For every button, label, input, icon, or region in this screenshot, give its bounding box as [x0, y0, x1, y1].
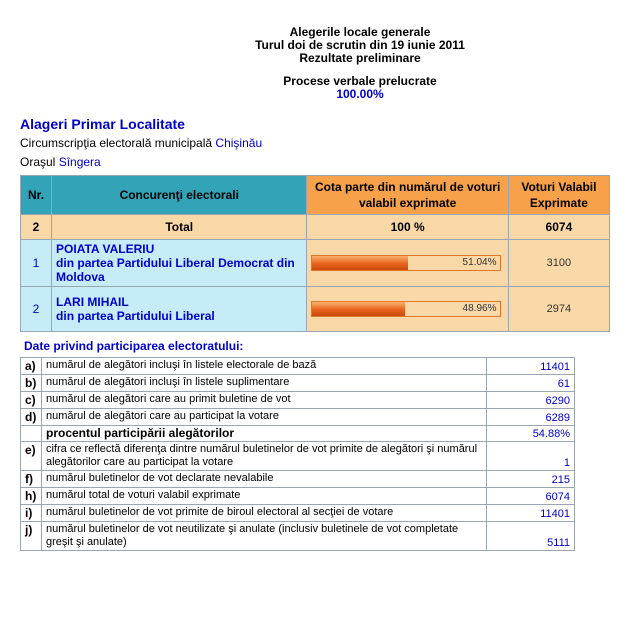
participation-key: i): [21, 505, 42, 522]
participation-label: numărul de alegători care au primit buletine de vot: [41, 392, 486, 409]
participation-table: [20, 357, 575, 551]
participation-value: 6290: [486, 392, 575, 409]
header-line-4: Procese verbale prelucrate: [283, 74, 437, 88]
total-votes: 6074: [508, 215, 609, 240]
total-nr: 2: [21, 215, 52, 240]
results-table: [20, 175, 610, 332]
participation-value: 11401: [486, 358, 575, 375]
total-row: [21, 215, 610, 240]
candidate-cell: [52, 287, 307, 332]
participation-key: d): [21, 409, 42, 426]
header-voturi: Voturi Valabil Exprimate: [508, 176, 609, 215]
participation-key: h): [21, 488, 42, 505]
participation-label: numărul buletinelor de vot neutilizate şi anulate (inclusiv buletinele de vot completate greşit şi anulate): [41, 522, 486, 551]
participation-row: [21, 442, 575, 471]
participation-label: numărul buletinelor de vot primite de biroul electoral al secţiei de votare: [41, 505, 486, 522]
town: [20, 155, 101, 169]
participation-value: 1: [486, 442, 575, 471]
participation-value: 54.88%: [486, 426, 575, 442]
share-bar: [311, 301, 501, 317]
header-concurenti: Concurenţi electorali: [52, 176, 307, 215]
share-bar-fill: [312, 302, 404, 316]
participation-row: [21, 426, 575, 442]
section-title: Alageri Primar Localitate: [20, 116, 185, 132]
share-bar-label: 48.96%: [462, 303, 497, 314]
header-line-3: Rezultate preliminare: [299, 51, 421, 65]
candidate-party: din partea Partidului Liberal: [56, 309, 215, 323]
candidate-row: [21, 287, 610, 332]
candidate-share-cell: [307, 240, 508, 287]
total-label: Total: [52, 215, 307, 240]
candidate-party: din partea Partidului Liberal Democrat din Moldova: [56, 256, 295, 284]
report-header: [0, 26, 640, 101]
participation-label: numărul de alegători care au participat la votare: [41, 409, 486, 426]
candidate-nr: 2: [21, 287, 52, 332]
participation-key: [21, 426, 42, 442]
results-header-row: [21, 176, 610, 215]
participation-value: 6074: [486, 488, 575, 505]
header-line-1: Alegerile locale generale: [289, 25, 431, 39]
share-bar-fill: [312, 256, 408, 270]
processed-percent: 100.00%: [336, 87, 384, 101]
candidate-nr: 1: [21, 240, 52, 287]
participation-row: [21, 522, 575, 551]
total-percent: 100 %: [307, 215, 508, 240]
header-line-2: Turul doi de scrutin din 19 iunie 2011: [255, 38, 465, 52]
participation-row: [21, 375, 575, 392]
candidate-row: [21, 240, 610, 287]
participation-row: [21, 471, 575, 488]
participation-label: numărul total de voturi valabil exprimate: [41, 488, 486, 505]
share-bar-label: 51.04%: [462, 257, 497, 268]
share-bar: [311, 255, 501, 271]
participation-value: 215: [486, 471, 575, 488]
participation-label: numărul buletinelor de vot declarate nevalabile: [41, 471, 486, 488]
circumscription-link[interactable]: Chişinău: [215, 136, 263, 150]
participation-row: [21, 409, 575, 426]
participation-label: cifra ce reflectă diferenţa dintre numărul buletinelor de vot primite de alegători şi numărul alegătorilor care au participat la votare: [41, 442, 486, 471]
header-nr: Nr.: [21, 176, 52, 215]
participation-row: [21, 392, 575, 409]
participation-key: a): [21, 358, 42, 375]
candidate-votes: 2974: [508, 287, 609, 332]
participation-key: c): [21, 392, 42, 409]
candidate-votes: 3100: [508, 240, 609, 287]
header-cota: Cota parte din numărul de voturi valabil exprimate: [307, 176, 508, 215]
participation-label: numărul de alegători incluşi în listele suplimentare: [41, 375, 486, 392]
circumscription: [20, 136, 262, 150]
participation-value: 61: [486, 375, 575, 392]
participation-key: b): [21, 375, 42, 392]
participation-label: numărul de alegători incluşi în listele electorale de bază: [41, 358, 486, 375]
circumscription-label: Circumscripţia electorală municipală: [20, 136, 213, 150]
participation-value: 11401: [486, 505, 575, 522]
town-link[interactable]: Sîngera: [58, 155, 101, 169]
candidate-cell: [52, 240, 307, 287]
participation-label: procentul participării alegătorilor: [41, 426, 486, 442]
participation-key: f): [21, 471, 42, 488]
participation-value: 5111: [486, 522, 575, 551]
participation-title: Date privind participarea electoratului:: [24, 339, 244, 353]
participation-row: [21, 488, 575, 505]
town-label: Oraşul: [20, 155, 56, 169]
candidate-share-cell: [307, 287, 508, 332]
participation-row: [21, 358, 575, 375]
participation-key: e): [21, 442, 42, 471]
candidate-name[interactable]: LARI MIHAIL: [56, 295, 129, 309]
candidate-name[interactable]: POIATA VALERIU: [56, 242, 155, 256]
participation-value: 6289: [486, 409, 575, 426]
participation-row: [21, 505, 575, 522]
participation-key: j): [21, 522, 42, 551]
